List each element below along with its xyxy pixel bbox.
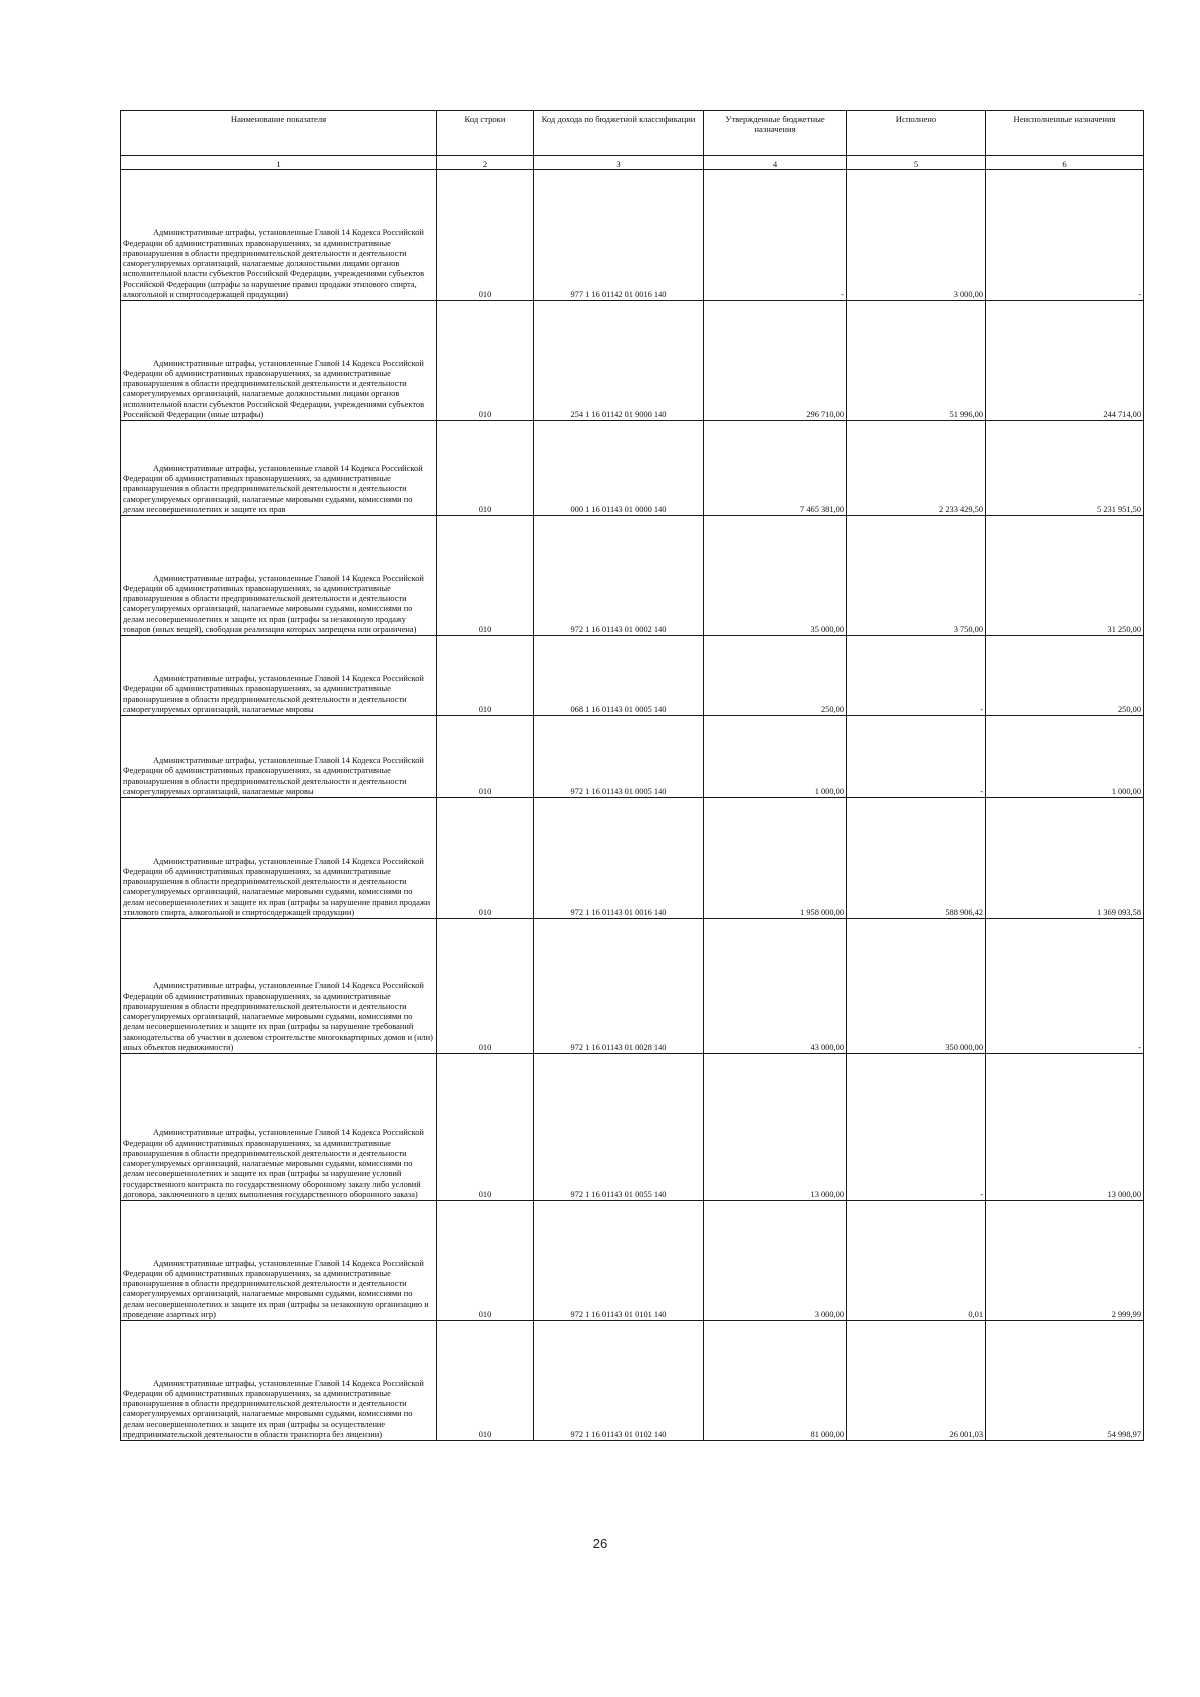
table-row [121, 798, 1144, 919]
table-row [121, 170, 1144, 301]
table-row [121, 516, 1144, 636]
column-number: 6 [986, 156, 1144, 170]
unexecuted-amount: 5 231 951,50 [986, 421, 1144, 516]
approved-amount: 81 000,00 [704, 1321, 847, 1441]
line-code: 010 [437, 301, 534, 421]
approved-amount: 250,00 [704, 636, 847, 716]
table-row [121, 1321, 1144, 1441]
line-code: 010 [437, 798, 534, 919]
executed-amount: 0,01 [847, 1201, 986, 1321]
column-number: 1 [121, 156, 437, 170]
executed-amount: - [847, 716, 986, 798]
indicator-name: Административные штрафы, установленные главой 14 Кодекса Российской Федерации об административных правонарушениях, за административные правонарушения в области предпринимательской деятельности и деятельности саморегулируемых организаций, налагаемые мировыми судьями, комиссиями по делам несовершеннолетних и защите их прав [121, 421, 437, 516]
unexecuted-amount: - [986, 170, 1144, 301]
unexecuted-amount: 1 369 093,58 [986, 798, 1144, 919]
executed-amount: 51 996,00 [847, 301, 986, 421]
unexecuted-amount: 250,00 [986, 636, 1144, 716]
executed-amount: - [847, 1054, 986, 1201]
approved-amount: 7 465 381,00 [704, 421, 847, 516]
unexecuted-amount: 2 999,99 [986, 1201, 1144, 1321]
indicator-name: Административные штрафы, установленные Главой 14 Кодекса Российской Федерации об административных правонарушениях, за административные правонарушения в области предпринимательской деятельности и деятельности саморегулируемых организаций, налагаемые мировыми судьями, комиссиями по делам несовершеннолетних и защите их прав (штрафы за нарушение требований законодательства об участии в долевом строительстве многоквартирных домов и (или) иных объектов недвижимости) [121, 919, 437, 1054]
unexecuted-amount: 244 714,00 [986, 301, 1144, 421]
executed-amount: 26 001,03 [847, 1321, 986, 1441]
classification-code: 972 1 16 01143 01 0002 140 [534, 516, 704, 636]
column-header-executed: Исполнено [847, 111, 986, 156]
indicator-name: Административные штрафы, установленные Главой 14 Кодекса Российской Федерации об административных правонарушениях, за административные правонарушения в области предпринимательской деятельности и деятельности саморегулируемых организаций, налагаемые мировыми судьями, комиссиями по делам несовершеннолетних и защите их прав (штрафы за незаконную продажу товаров (иных вещей), свободная реализация которых запрещена или ограничена) [121, 516, 437, 636]
table-row [121, 421, 1144, 516]
unexecuted-amount: 31 250,00 [986, 516, 1144, 636]
table-row [121, 919, 1144, 1054]
table-row [121, 636, 1144, 716]
classification-code: 068 1 16 01143 01 0005 140 [534, 636, 704, 716]
approved-amount: 35 000,00 [704, 516, 847, 636]
line-code: 010 [437, 170, 534, 301]
indicator-name: Административные штрафы, установленные Главой 14 Кодекса Российской Федерации об административных правонарушениях, за административные правонарушения в области предпринимательской деятельности и деятельности саморегулируемых организаций, налагаемые мировы [121, 636, 437, 716]
unexecuted-amount: - [986, 919, 1144, 1054]
line-code: 010 [437, 716, 534, 798]
column-header-unexecuted: Неисполненные назначения [986, 111, 1144, 156]
unexecuted-amount: 13 000,00 [986, 1054, 1144, 1201]
indicator-name: Административные штрафы, установленные Главой 14 Кодекса Российской Федерации об административных правонарушениях, за административные правонарушения в области предпринимательской деятельности и деятельности саморегулируемых организаций, налагаемые мировыми судьями, комиссиями по делам несовершеннолетних и защите их прав (штрафы за осуществление предпринимательской деятельности в области транспорта без лицензии) [121, 1321, 437, 1441]
approved-amount: 1 958 000,00 [704, 798, 847, 919]
page-number: 26 [592, 1536, 608, 1551]
executed-amount: 350 000,00 [847, 919, 986, 1054]
executed-amount: 588 906,42 [847, 798, 986, 919]
approved-amount: 13 000,00 [704, 1054, 847, 1201]
classification-code: 972 1 16 01143 01 0005 140 [534, 716, 704, 798]
column-number: 4 [704, 156, 847, 170]
budget-execution-table [120, 110, 1144, 1441]
indicator-name: Административные штрафы, установленные Главой 14 Кодекса Российской Федерации об административных правонарушениях, за административные правонарушения в области предпринимательской деятельности и деятельности саморегулируемых организаций, налагаемые должностными лицами органов исполнительной власти субъектов Российской Федерации, учреждениями субъектов Российской Федерации (иные штрафы) [121, 301, 437, 421]
classification-code: 000 1 16 01143 01 0000 140 [534, 421, 704, 516]
line-code: 010 [437, 636, 534, 716]
approved-amount: - [704, 170, 847, 301]
table-row [121, 716, 1144, 798]
approved-amount: 1 000,00 [704, 716, 847, 798]
approved-amount: 43 000,00 [704, 919, 847, 1054]
column-header-approved: Утвержденные бюджетные назначения [704, 111, 847, 156]
line-code: 010 [437, 919, 534, 1054]
approved-amount: 3 000,00 [704, 1201, 847, 1321]
unexecuted-amount: 1 000,00 [986, 716, 1144, 798]
indicator-name: Административные штрафы, установленные Главой 14 Кодекса Российской Федерации об административных правонарушениях, за административные правонарушения в области предпринимательской деятельности и деятельности саморегулируемых организаций, налагаемые мировыми судьями, комиссиями по делам несовершеннолетних и защите их прав (штрафы за нарушение правил продажи этилового спирта, алкогольной и спиртосодержащей продукции) [121, 798, 437, 919]
classification-code: 972 1 16 01143 01 0016 140 [534, 798, 704, 919]
column-number: 5 [847, 156, 986, 170]
classification-code: 972 1 16 01143 01 0102 140 [534, 1321, 704, 1441]
table-row [121, 1201, 1144, 1321]
column-header-name: Наименование показателя [121, 111, 437, 156]
classification-code: 977 1 16 01142 01 0016 140 [534, 170, 704, 301]
classification-code: 972 1 16 01143 01 0055 140 [534, 1054, 704, 1201]
indicator-name: Административные штрафы, установленные Главой 14 Кодекса Российской Федерации об административных правонарушениях, за административные правонарушения в области предпринимательской деятельности и деятельности саморегулируемых организаций, налагаемые мировы [121, 716, 437, 798]
executed-amount: 3 000,00 [847, 170, 986, 301]
indicator-name: Административные штрафы, установленные Главой 14 Кодекса Российской Федерации об административных правонарушениях, за административные правонарушения в области предпринимательской деятельности и деятельности саморегулируемых организаций, налагаемые мировыми судьями, комиссиями по делам несовершеннолетних и защите их прав (штрафы за нарушение условий государственного контракта по государственному оборонному заказу либо условий договора, заключенного в целях выполнения государственного оборонного заказа) [121, 1054, 437, 1201]
classification-code: 972 1 16 01143 01 0101 140 [534, 1201, 704, 1321]
line-code: 010 [437, 421, 534, 516]
column-number: 3 [534, 156, 704, 170]
indicator-name: Административные штрафы, установленные Главой 14 Кодекса Российской Федерации об административных правонарушениях, за административные правонарушения в области предпринимательской деятельности и деятельности саморегулируемых организаций, налагаемые должностными лицами органов исполнительной власти субъектов Российской Федерации, учреждениями субъектов Российской Федерации (штрафы за нарушение правил продажи этилового спирта, алкогольной и спиртосодержащей продукции) [121, 170, 437, 301]
table-row [121, 1054, 1144, 1201]
unexecuted-amount: 54 998,97 [986, 1321, 1144, 1441]
column-header-line-code: Код строки [437, 111, 534, 156]
classification-code: 254 1 16 01142 01 9000 140 [534, 301, 704, 421]
column-header-classification: Код дохода по бюджетной классификации [534, 111, 704, 156]
executed-amount: 3 750,00 [847, 516, 986, 636]
indicator-name: Административные штрафы, установленные Главой 14 Кодекса Российской Федерации об административных правонарушениях, за административные правонарушения в области предпринимательской деятельности и деятельности саморегулируемых организаций, налагаемые мировыми судьями, комиссиями по делам несовершеннолетних и защите их прав (штрафы за незаконную организацию и проведение азартных игр) [121, 1201, 437, 1321]
line-code: 010 [437, 1054, 534, 1201]
column-number: 2 [437, 156, 534, 170]
executed-amount: - [847, 636, 986, 716]
classification-code: 972 1 16 01143 01 0028 140 [534, 919, 704, 1054]
line-code: 010 [437, 1201, 534, 1321]
executed-amount: 2 233 429,50 [847, 421, 986, 516]
line-code: 010 [437, 516, 534, 636]
line-code: 010 [437, 1321, 534, 1441]
column-numbers-row [121, 156, 1144, 170]
approved-amount: 296 710,00 [704, 301, 847, 421]
table-row [121, 301, 1144, 421]
header-row [121, 111, 1144, 156]
